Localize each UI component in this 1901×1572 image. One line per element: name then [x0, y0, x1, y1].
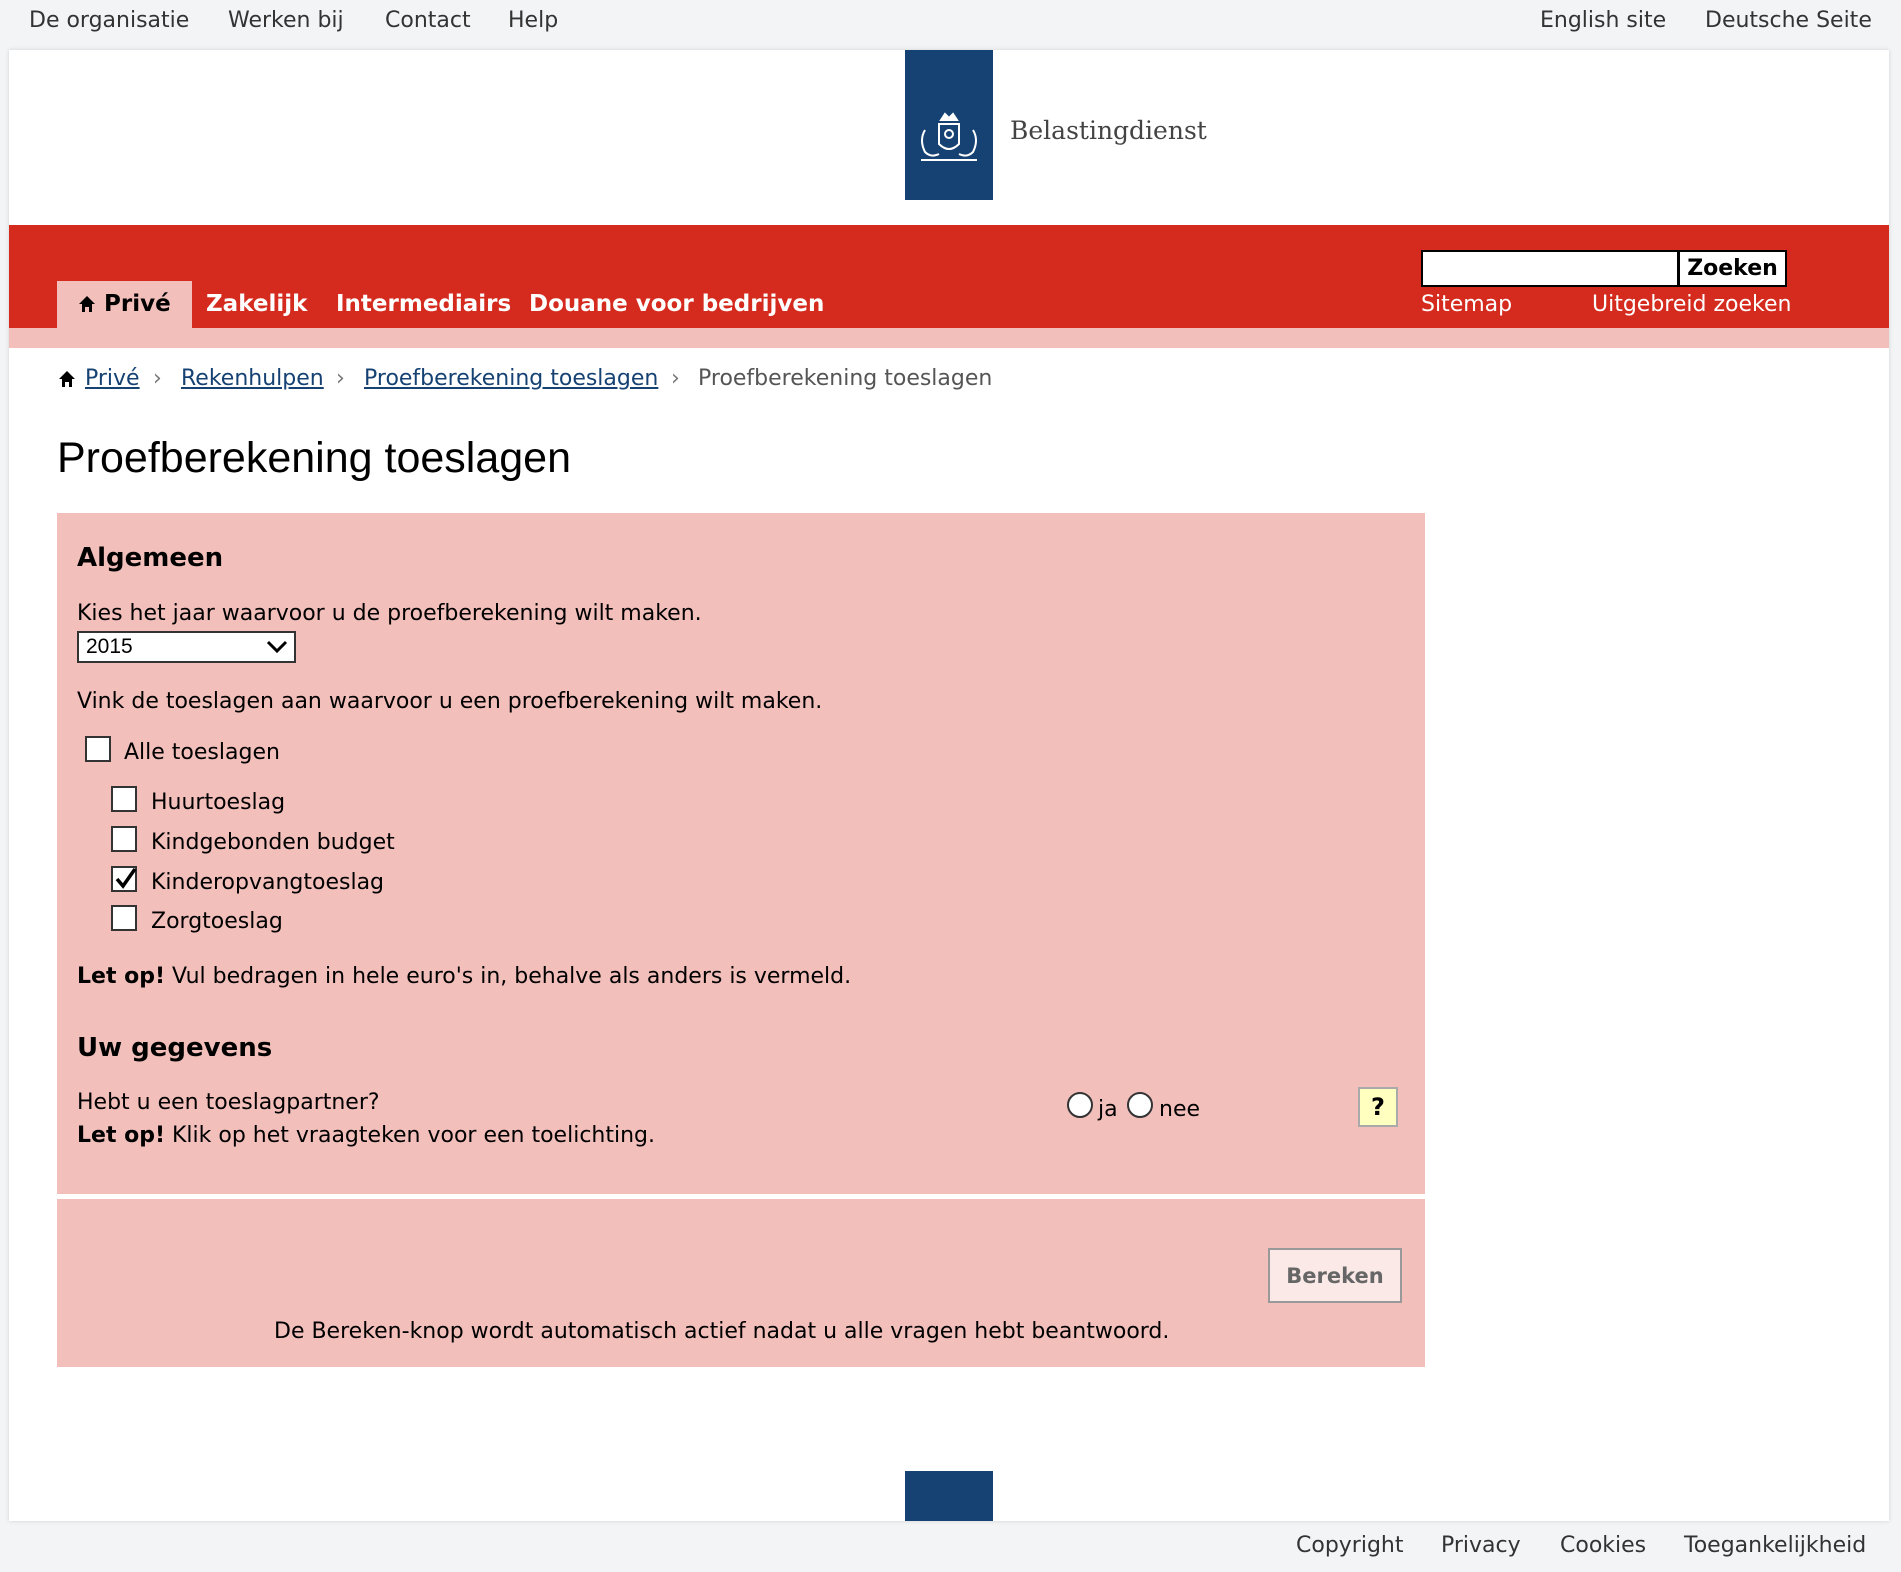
checkbox-label-alle: Alle toeslagen: [124, 740, 280, 765]
check-prompt: Vink de toeslagen aan waarvoor u een proefberekening wilt maken.: [77, 689, 823, 714]
footer-logo-block: [905, 1471, 993, 1521]
partner-question: Hebt u een toeslagpartner?: [77, 1090, 380, 1115]
search-button[interactable]: Zoeken: [1678, 250, 1787, 287]
checkbox-label-huurtoeslag: Huurtoeslag: [151, 790, 286, 815]
util-link-deutsch[interactable]: Deutsche Seite: [1705, 8, 1872, 33]
checkbox-zorgtoeslag[interactable]: [111, 905, 137, 931]
section-title-algemeen: Algemeen: [77, 543, 224, 573]
checkbox-kinderopvangtoeslag[interactable]: [111, 866, 137, 892]
amount-note: [77, 964, 851, 989]
checkbox-kindgebonden-budget[interactable]: [111, 826, 137, 852]
nav-item-intermediairs[interactable]: Intermediairs: [336, 291, 512, 317]
chevron-down-icon: [266, 638, 288, 656]
search-input[interactable]: [1421, 250, 1679, 287]
year-prompt: Kies het jaar waarvoor u de proefberekening wilt maken.: [77, 601, 702, 626]
partner-note: [77, 1123, 655, 1148]
nav-item-zakelijk[interactable]: Zakelijk: [206, 291, 308, 317]
util-link-werken-bij[interactable]: Werken bij: [228, 8, 344, 33]
sitemap-link[interactable]: Sitemap: [1421, 292, 1513, 317]
advanced-search-link[interactable]: Uitgebreid zoeken: [1592, 292, 1792, 317]
radio-label-ja: ja: [1098, 1097, 1118, 1122]
util-link-english[interactable]: English site: [1540, 8, 1667, 33]
footer-link-cookies[interactable]: Cookies: [1560, 1533, 1647, 1558]
checkbox-huurtoeslag[interactable]: [111, 786, 137, 812]
chevron-right-icon: ›: [153, 366, 162, 391]
radio-label-nee: nee: [1159, 1097, 1201, 1122]
checkbox-label-kinderopvang: Kinderopvangtoeslag: [151, 870, 385, 895]
nav-item-prive[interactable]: [57, 281, 192, 328]
submit-hint: De Bereken-knop wordt automatisch actief nadat u alle vragen hebt beantwoord.: [274, 1319, 1170, 1344]
footer-link-toegankelijkheid[interactable]: Toegankelijkheid: [1684, 1533, 1867, 1558]
logo[interactable]: [905, 50, 993, 200]
home-icon: [58, 370, 76, 388]
breadcrumb-link-rekenhulpen[interactable]: Rekenhulpen: [181, 366, 324, 391]
logo-text: Belastingdienst: [1010, 116, 1207, 145]
note-text: Klik op het vraagteken voor een toelichting.: [165, 1123, 655, 1148]
checkbox-label-zorgtoeslag: Zorgtoeslag: [151, 909, 283, 934]
util-link-help[interactable]: Help: [508, 8, 559, 33]
chevron-right-icon: ›: [671, 366, 680, 391]
home-icon: [78, 295, 96, 313]
bereken-button[interactable]: Bereken: [1268, 1248, 1402, 1303]
footer-link-copyright[interactable]: Copyright: [1296, 1533, 1404, 1558]
breadcrumb-current: Proefberekening toeslagen: [698, 366, 993, 391]
footer-link-privacy[interactable]: Privacy: [1441, 1533, 1521, 1558]
checkbox-alle-toeslagen[interactable]: [85, 736, 111, 762]
note-bold: Let op!: [77, 964, 166, 989]
note-text: Vul bedragen in hele euro's in, behalve als anders is vermeld.: [165, 964, 852, 989]
radio-partner-ja[interactable]: [1067, 1092, 1093, 1118]
breadcrumb-link-prive[interactable]: Privé: [85, 366, 140, 391]
radio-partner-nee[interactable]: [1127, 1092, 1153, 1118]
breadcrumb-link-proefberekening[interactable]: Proefberekening toeslagen: [364, 366, 659, 391]
chevron-right-icon: ›: [336, 366, 345, 391]
util-link-contact[interactable]: Contact: [385, 8, 471, 33]
nav-item-label: Privé: [104, 291, 171, 317]
help-question-button[interactable]: ?: [1358, 1087, 1398, 1127]
section-title-uw-gegevens: Uw gegevens: [77, 1033, 273, 1063]
year-select-value: 2015: [86, 635, 133, 658]
year-select[interactable]: [77, 631, 296, 663]
nav-underbar: [9, 328, 1889, 348]
coat-of-arms-icon: [905, 110, 993, 170]
note-bold: Let op!: [77, 1123, 166, 1148]
checkbox-label-kindgebonden: Kindgebonden budget: [151, 830, 395, 855]
util-link-organisatie[interactable]: De organisatie: [29, 8, 190, 33]
page-title: Proefberekening toeslagen: [57, 434, 571, 482]
checkmark-icon: [114, 866, 138, 892]
nav-item-douane[interactable]: Douane voor bedrijven: [529, 291, 825, 317]
